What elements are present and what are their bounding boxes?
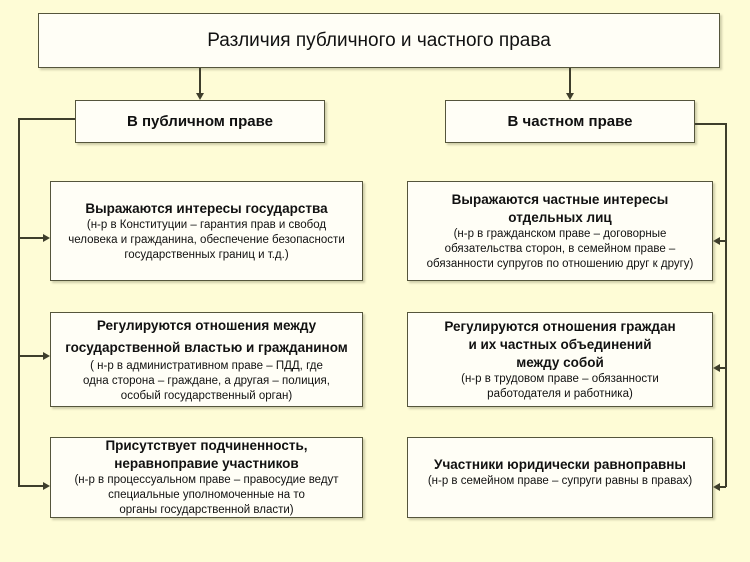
arrow-down-icon [196,93,204,100]
left-branch-3 [18,485,44,487]
diagram-title-box [38,13,720,68]
diagram-title: Различия публичного и частного права [207,29,551,51]
right-bus-top [695,123,726,125]
private-law-header [445,100,695,143]
private-card-interests [407,181,713,281]
public-card-interests [50,181,363,281]
card-note: (н-р в семейном праве – супруги равны в правах) [427,475,693,487]
left-bus-vertical [18,118,20,486]
private-law-header-label: В частном праве [507,113,633,130]
public-law-header-label: В публичном праве [127,113,273,130]
private-card-equality [407,437,713,518]
right-branch-2 [720,367,726,369]
arrow-left-icon [713,237,720,245]
right-bus-vertical [725,123,727,487]
arrow-left-icon [713,364,720,372]
left-branch-1 [18,237,44,239]
card-main: Выражаются интересы государства [85,200,328,216]
card-note: (н-р в гражданском праве – договорные обязательства сторон, в семейном праве – обязанности супругов по отношению друг к другу) [426,227,694,270]
arrow-left-icon [713,483,720,491]
arrow-right-icon [43,352,50,360]
card-main: Участники юридически равноправны [434,457,686,472]
arrow-right-icon [43,234,50,242]
connector-title-left [199,68,201,93]
connector-title-right [569,68,571,93]
card-main: Регулируются отношения между государственной властью и гражданином [65,318,348,355]
public-card-subordination [50,437,363,518]
arrow-down-icon [566,93,574,100]
right-branch-1 [720,240,726,242]
card-note: (н-р в Конституции – гарантия прав и свобод человека и гражданина, обеспечение безопасности государственных границ и т.д.) [68,218,345,261]
arrow-right-icon [43,482,50,490]
card-main: Выражаются частные интересы отдельных лиц [451,191,669,225]
card-note: (н-р в трудовом праве – обязанности работодателя и работника) [461,372,659,400]
left-bus-top [18,118,75,120]
card-main: Присутствует подчиненность, неравноправие участников [105,438,308,471]
card-note: ( н-р в административном праве – ПДД, где одна сторона – граждане, а другая – полиция, особый государственный орган) [83,360,330,402]
card-main: Регулируются отношения граждан и их частных объединений между собой [444,318,676,370]
private-card-relations [407,312,713,407]
card-note: (н-р в процессуальном праве – правосудие ведут специальные уполномоченные на то органы государственной власти) [74,474,339,516]
public-card-relations [50,312,363,407]
right-branch-3 [720,486,726,488]
left-branch-2 [18,355,44,357]
public-law-header [75,100,325,143]
